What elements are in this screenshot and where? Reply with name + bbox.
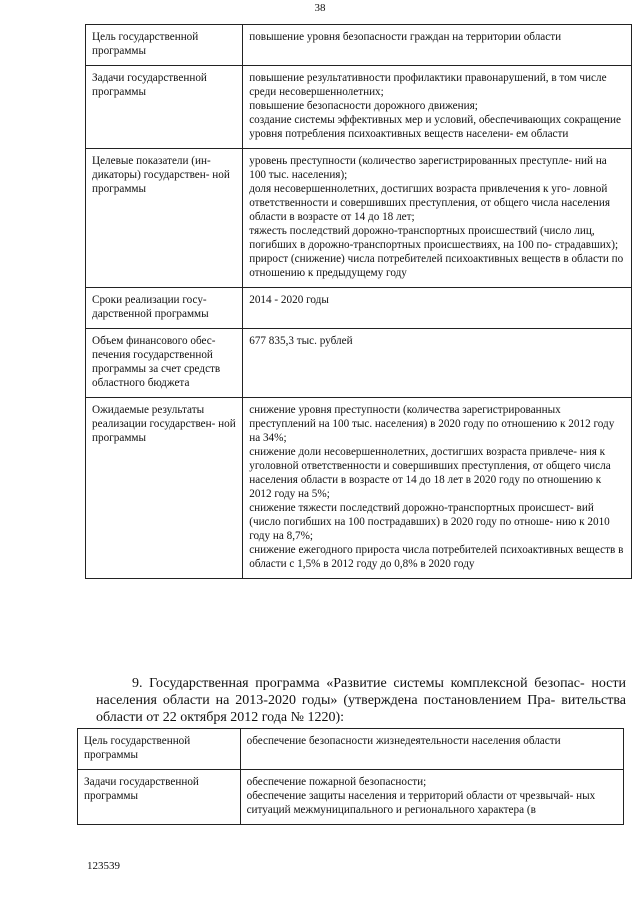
row-label: Сроки реализации госу- дарственной программы (86, 288, 243, 329)
value-line: прирост (снижение) числа потребителей психоактивных веществ в области по отношению к предыдущему году (249, 253, 624, 279)
table-row (86, 398, 632, 579)
value-line: снижение уровня преступности (количества зарегистрированных преступлений на 100 тыс. населения) в 2020 году по отношению к 2012 году на 34%; (249, 404, 615, 444)
value-line: снижение ежегодного прироста числа потребителей психоактивных веществ в области с 1,5% в 2012 году до 0,8% в 2020 году (249, 544, 624, 570)
table-row (86, 288, 632, 329)
row-value (243, 25, 632, 66)
table-row (86, 149, 632, 288)
value-line: снижение доли несовершеннолетних, достигших возраста привлече- ния к уголовной ответственности и совершивших преступления, от общего числа населения области в возрасте от 14 до 18 лет в 2020 году по отношению к 2012 году на 5%; (249, 446, 611, 500)
row-label: Задачи государственной программы (86, 66, 243, 149)
value-line: снижение тяжести последствий дорожно-транспортных происшест- вий (число погибших на 100 пострадавших) в 2020 году по отноше- нию к 2010 году на 8,7%; (249, 502, 610, 542)
value-line: 677 835,3 тыс. рублей (249, 335, 353, 347)
value-line: обеспечение пожарной безопасности; (246, 776, 427, 788)
value-line: доля несовершеннолетних, достигших возраста привлечения к уго- ловной ответственности и совершивших преступления, от общего числа населения области в возрасте от 14 до 18 лет; (249, 183, 610, 223)
program-table-1 (85, 24, 632, 579)
row-label: Цель государственной программы (86, 25, 243, 66)
value-line: 2014 - 2020 годы (249, 294, 329, 306)
row-value (240, 729, 623, 770)
table-row (78, 729, 624, 770)
value-line: обеспечение защиты населения и территорий области от чрезвычай- ных ситуаций межмуниципального и регионального характера (в (246, 790, 596, 816)
value-line: повышение уровня безопасности граждан на территории области (249, 31, 562, 43)
row-label: Цель государственной программы (78, 729, 241, 770)
row-label: Задачи государственной программы (78, 770, 241, 825)
table-row (78, 770, 624, 825)
value-line: обеспечение безопасности жизнедеятельности населения области (246, 735, 561, 747)
value-line: создание системы эффективных мер и условий, обеспечивающих сокращение уровня потребления психоактивных веществ населени- ем области (249, 114, 621, 140)
row-label: Целевые показатели (ин- дикаторы) государствен- ной программы (86, 149, 243, 288)
table-row (86, 66, 632, 149)
program-table-2 (77, 728, 624, 825)
row-value (243, 66, 632, 149)
row-label: Ожидаемые результаты реализации государствен- ной программы (86, 398, 243, 579)
value-line: повышение безопасности дорожного движения; (249, 100, 478, 112)
value-line: повышение результативности профилактики правонарушений, в том числе среди несовершеннолетних; (249, 72, 607, 98)
document-code: 123539 (87, 860, 120, 872)
row-value (243, 398, 632, 579)
page-number: 38 (314, 2, 326, 14)
row-value (243, 149, 632, 288)
table-row (86, 25, 632, 66)
table-row (86, 329, 632, 398)
value-line: тяжесть последствий дорожно-транспортных происшествий (число лиц, погибших в дорожно-транспортных происшествиях, на 100 по- страдавших); (249, 225, 619, 251)
row-label: Объем финансового обес- печения государственной программы за счет средств областного бюджета (86, 329, 243, 398)
row-value (243, 329, 632, 398)
row-value (240, 770, 623, 825)
row-value (243, 288, 632, 329)
value-line: уровень преступности (количество зарегистрированных преступле- ний на 100 тыс. населения); (249, 155, 607, 181)
section-paragraph: 9. Государственная программа «Развитие системы комплексной безопас- ности населения области на 2013-2020 годы» (утверждена постановлением Пра- вительства области от 22 октября 2012 года № 1220): (96, 676, 626, 725)
